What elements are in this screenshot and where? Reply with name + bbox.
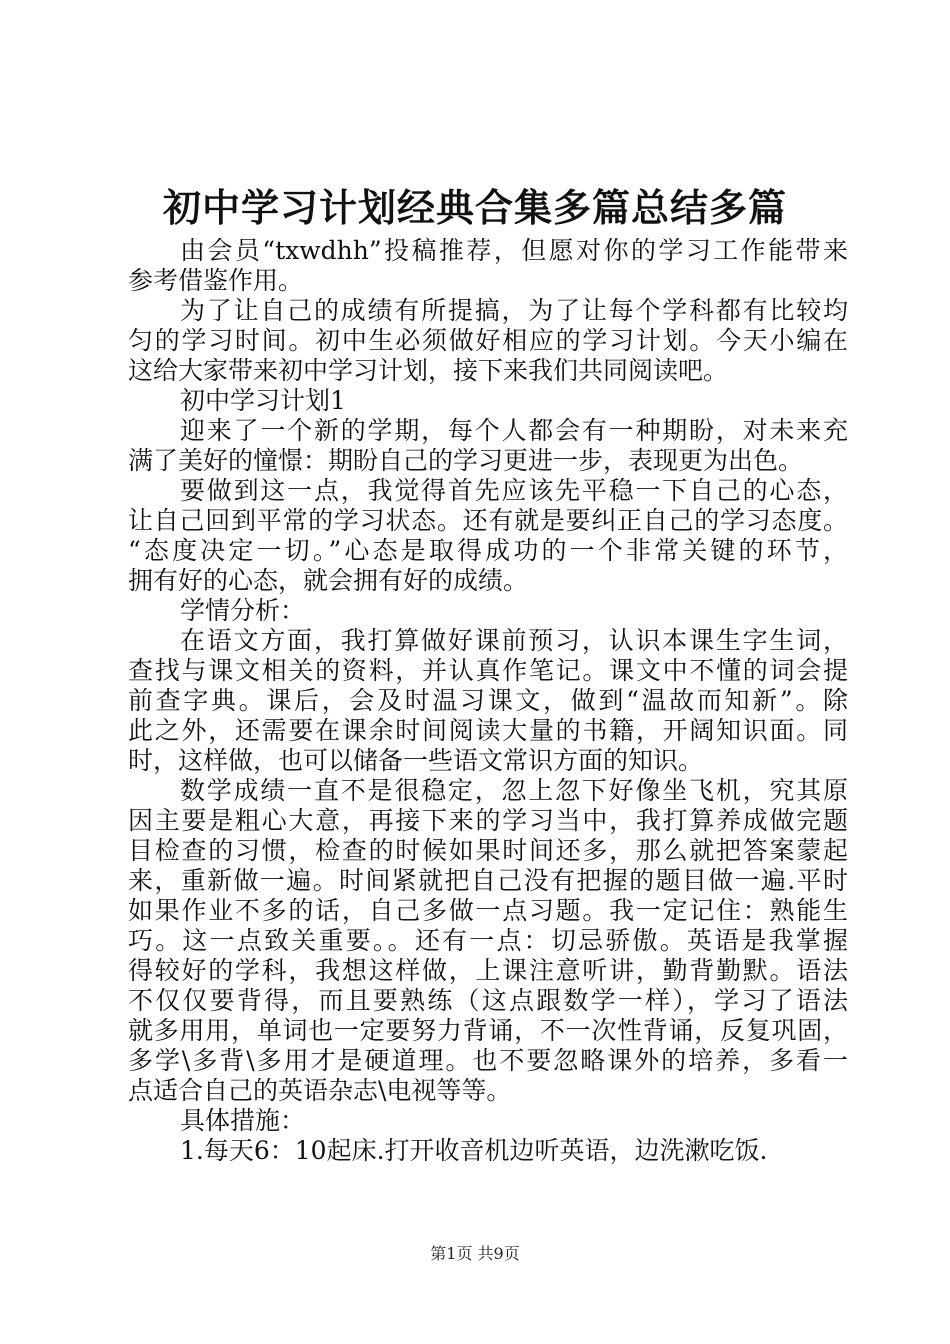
- document-title: 初中学习计划经典合集多篇总结多篇: [162, 185, 787, 230]
- text-line: 就多用用，单词也一定要努力背诵，不一次性背诵，反复巩固，: [128, 1016, 848, 1045]
- text-line: 如果作业不多的话，自己多做一点习题。我一定记住：熟能生: [128, 896, 848, 925]
- text-line: 来，重新做一遍。时间紧就把自己没有把握的题目做一遍.平时: [128, 866, 848, 895]
- text-line: 初中学习计划1: [180, 386, 346, 415]
- text-line: 学情分析：: [180, 596, 306, 625]
- text-line: 迎来了一个新的学期，每个人都会有一种期盼，对未来充: [180, 416, 848, 445]
- text-line: 因主要是粗心大意，再接下来的学习当中，我打算养成做完题: [128, 806, 848, 835]
- text-line: 时，这样做，也可以储备一些语文常识方面的知识。: [128, 746, 704, 775]
- text-line: 查找与课文相关的资料，并认真作笔记。课文中不懂的词会提: [128, 656, 848, 685]
- text-line: 这给大家带来初中学习计划，接下来我们共同阅读吧。: [128, 356, 729, 385]
- text-line: 在语文方面，我打算做好课前预习，认识本课生字生词，: [180, 626, 848, 655]
- text-line: 由会员“txwdhh”投稿推荐，但愿对你的学习工作能带来: [180, 236, 848, 265]
- text-line: 满了美好的憧憬：期盼自己的学习更进一步，表现更为出色。: [128, 446, 804, 475]
- text-line: 1.每天6：10起床.打开收音机边听英语，边洗漱吃饭.: [180, 1136, 768, 1165]
- text-line: 具体措施：: [180, 1106, 306, 1135]
- text-line: 前查字典。课后，会及时温习课文，做到“温故而知新”。除: [128, 686, 848, 715]
- text-line: 此之外，还需要在课余时间阅读大量的书籍，开阔知识面。同: [128, 716, 848, 745]
- text-line: 目检查的习惯，检查的时候如果时间还多，那么就把答案蒙起: [128, 836, 848, 865]
- text-line: 为了让自己的成绩有所提搞，为了让每个学科都有比较均: [180, 296, 848, 325]
- text-line: 多学\多背\多用才是硬道理。也不要忽略课外的培养，多看一: [128, 1046, 848, 1075]
- text-line: 让自己回到平常的学习状态。还有就是要纠正自己的学习态度。: [128, 506, 848, 535]
- text-line: 匀的学习时间。初中生必须做好相应的学习计划。今天小编在: [128, 326, 848, 355]
- text-line: 拥有好的心态，就会拥有好的成绩。: [128, 566, 529, 595]
- text-line: 得较好的学科，我想这样做，上课注意听讲，勤背勤默。语法: [128, 956, 848, 985]
- text-line: 不仅仅要背得，而且要熟练（这点跟数学一样），学习了语法: [128, 986, 848, 1015]
- page-footer: 第1页 共9页: [430, 1244, 520, 1263]
- text-line: 数学成绩一直不是很稳定，忽上忽下好像坐飞机，究其原: [180, 776, 848, 805]
- text-line: “态度决定一切。”心态是取得成功的一个非常关键的环节，: [128, 536, 848, 565]
- text-line: 要做到这一点，我觉得首先应该先平稳一下自己的心态，: [180, 476, 848, 505]
- text-line: 巧。这一点致关重要。。还有一点：切忌骄傲。英语是我掌握: [128, 926, 848, 955]
- text-line: 点适合自己的英语杂志\电视等等。: [128, 1076, 512, 1105]
- document-body: [128, 236, 848, 1166]
- text-line: 参考借鉴作用。: [128, 266, 304, 295]
